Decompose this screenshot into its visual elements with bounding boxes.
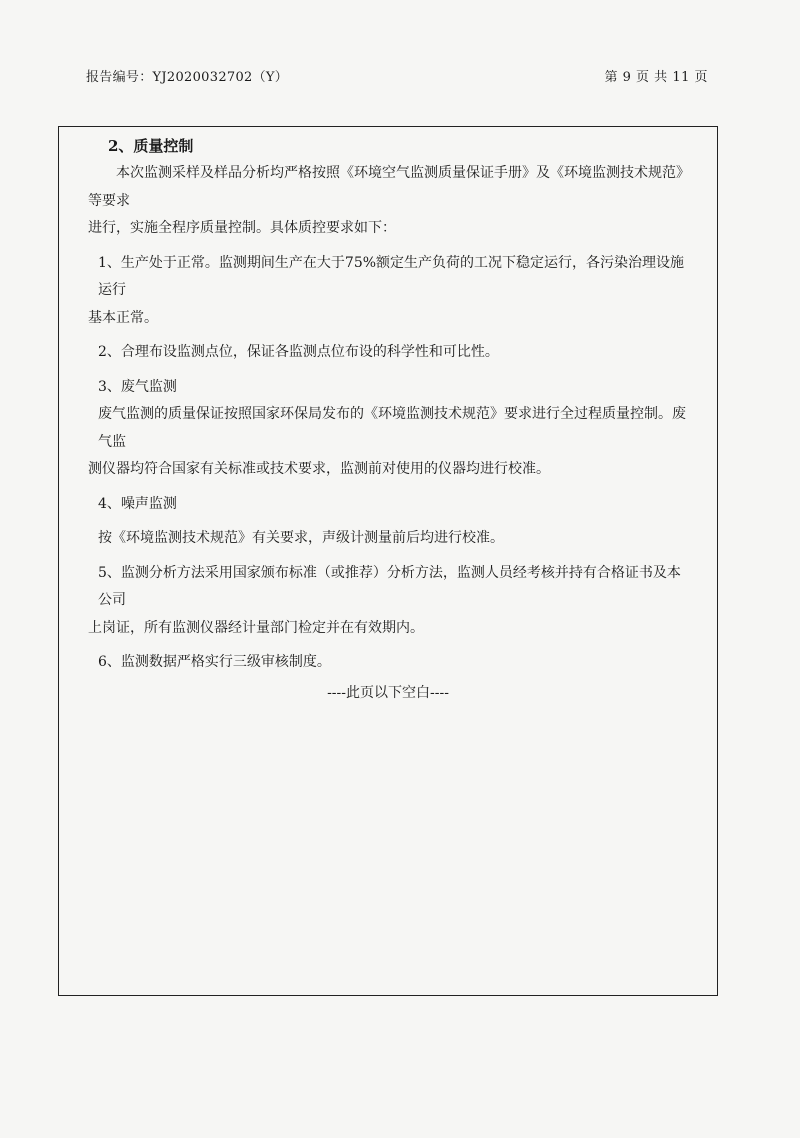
item-2-line-1: 2、合理布设监测点位，保证各监测点位布设的科学性和可比性。 — [98, 344, 499, 360]
item-1-line-2: 基本正常。 — [88, 309, 158, 326]
report-number: 报告编号：YJ2020032702（Y） — [86, 70, 289, 85]
item-3-line-1: 废气监测的质量保证按照国家环保局发布的《环境监测技术规范》要求进行全过程质量控制。废气监 — [98, 406, 686, 450]
section-title: 2、质量控制 — [108, 137, 194, 155]
item-5-line-1: 5、监测分析方法采用国家颁布标准（或推荐）分析方法，监测人员经考核并持有合格证书及本公司 — [98, 564, 681, 608]
quality-control-section — [88, 132, 688, 707]
item-6-line-1: 6、监测数据严格实行三级审核制度。 — [98, 654, 331, 670]
intro-line-1: 本次监测采样及样品分析均严格按照《环境空气监测质量保证手册》及《环境监测技术规范》等要求 — [88, 165, 683, 209]
item-3-heading: 3、废气监测 — [98, 378, 177, 395]
item-4-line-1: 按《环境监测技术规范》有关要求，声级计测量前后均进行校准。 — [98, 530, 504, 546]
intro-line-2: 进行，实施全程序质量控制。具体质控要求如下： — [88, 220, 396, 236]
item-5-line-2: 上岗证，所有监测仪器经计量部门检定并在有效期内。 — [88, 619, 424, 636]
item-1-line-1: 1、生产处于正常。监测期间生产在大于75%额定生产负荷的工况下稳定运行，各污染治理设施运行 — [98, 254, 685, 298]
item-4-heading: 4、噪声监测 — [98, 495, 177, 512]
page-info: 第 9 页 共 11 页 — [604, 70, 708, 85]
blank-below-note: ----此页以下空白---- — [327, 684, 449, 701]
item-3-line-2: 测仪器均符合国家有关标准或技术要求，监测前对使用的仪器均进行校准。 — [88, 461, 550, 477]
